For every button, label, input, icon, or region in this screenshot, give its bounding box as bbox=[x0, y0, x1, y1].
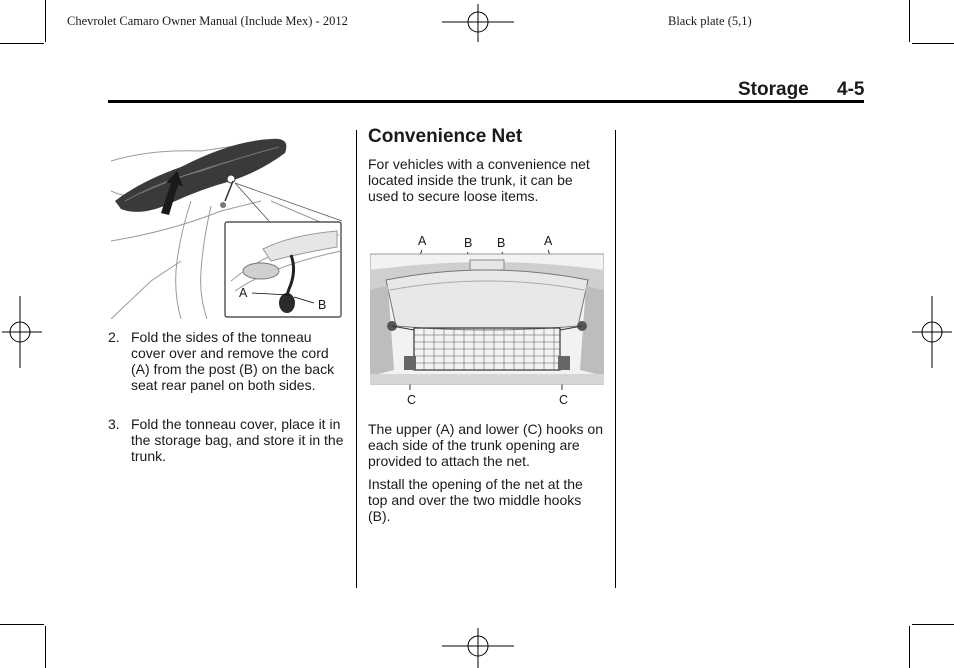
crop-mark bbox=[0, 43, 44, 44]
section-heading: Convenience Net bbox=[368, 126, 523, 147]
figure-leader-lines bbox=[250, 285, 330, 315]
plate-info: Black plate (5,1) bbox=[668, 14, 752, 28]
figure-label-b: B bbox=[318, 298, 327, 312]
figure-label-b: B bbox=[497, 236, 506, 250]
step-item bbox=[108, 416, 348, 464]
page-number: 4-5 bbox=[837, 79, 865, 100]
crop-mark bbox=[45, 626, 46, 668]
document-slug: Chevrolet Camaro Owner Manual (Include Mex) - 2012 bbox=[67, 14, 348, 28]
step-text: Fold the tonneau cover, place it in the storage bag, and store it in the trunk. bbox=[131, 416, 344, 464]
figure-label-a: A bbox=[418, 234, 427, 248]
crop-mark bbox=[912, 43, 954, 44]
crop-mark bbox=[909, 626, 910, 668]
figure-label-c: C bbox=[559, 393, 569, 407]
section-title: Storage bbox=[738, 79, 809, 100]
step-number: 2. bbox=[108, 329, 120, 345]
figure-label-b: B bbox=[464, 236, 473, 250]
body-paragraph: Install the opening of the net at the top and over the two middle hooks (B). bbox=[368, 476, 583, 524]
registration-mark-right bbox=[910, 296, 954, 370]
figure-label-c: C bbox=[407, 393, 417, 407]
column-divider bbox=[356, 130, 357, 588]
registration-mark-bottom bbox=[440, 626, 516, 668]
body-paragraph: The upper (A) and lower (C) hooks on each side of the trunk opening are provided to attach the net. bbox=[368, 421, 603, 469]
convenience-net-illustration bbox=[370, 250, 604, 390]
step-item bbox=[108, 329, 348, 393]
intro-paragraph: For vehicles with a convenience net located inside the trunk, it can be used to secure loose items. bbox=[368, 156, 590, 204]
crop-mark bbox=[45, 0, 46, 42]
figure-label-a: A bbox=[239, 286, 248, 300]
crop-mark bbox=[912, 624, 954, 625]
registration-mark-left bbox=[0, 296, 44, 370]
crop-mark bbox=[0, 624, 44, 625]
step-number: 3. bbox=[108, 416, 120, 432]
figure-label-a: A bbox=[544, 234, 553, 248]
header-rule bbox=[108, 100, 864, 103]
column-divider bbox=[615, 130, 616, 588]
registration-mark-top bbox=[440, 4, 516, 44]
crop-mark bbox=[909, 0, 910, 42]
step-text: Fold the sides of the tonneau cover over and remove the cord (A) from the post (B) on the back seat rear panel on both sides. bbox=[131, 329, 335, 393]
